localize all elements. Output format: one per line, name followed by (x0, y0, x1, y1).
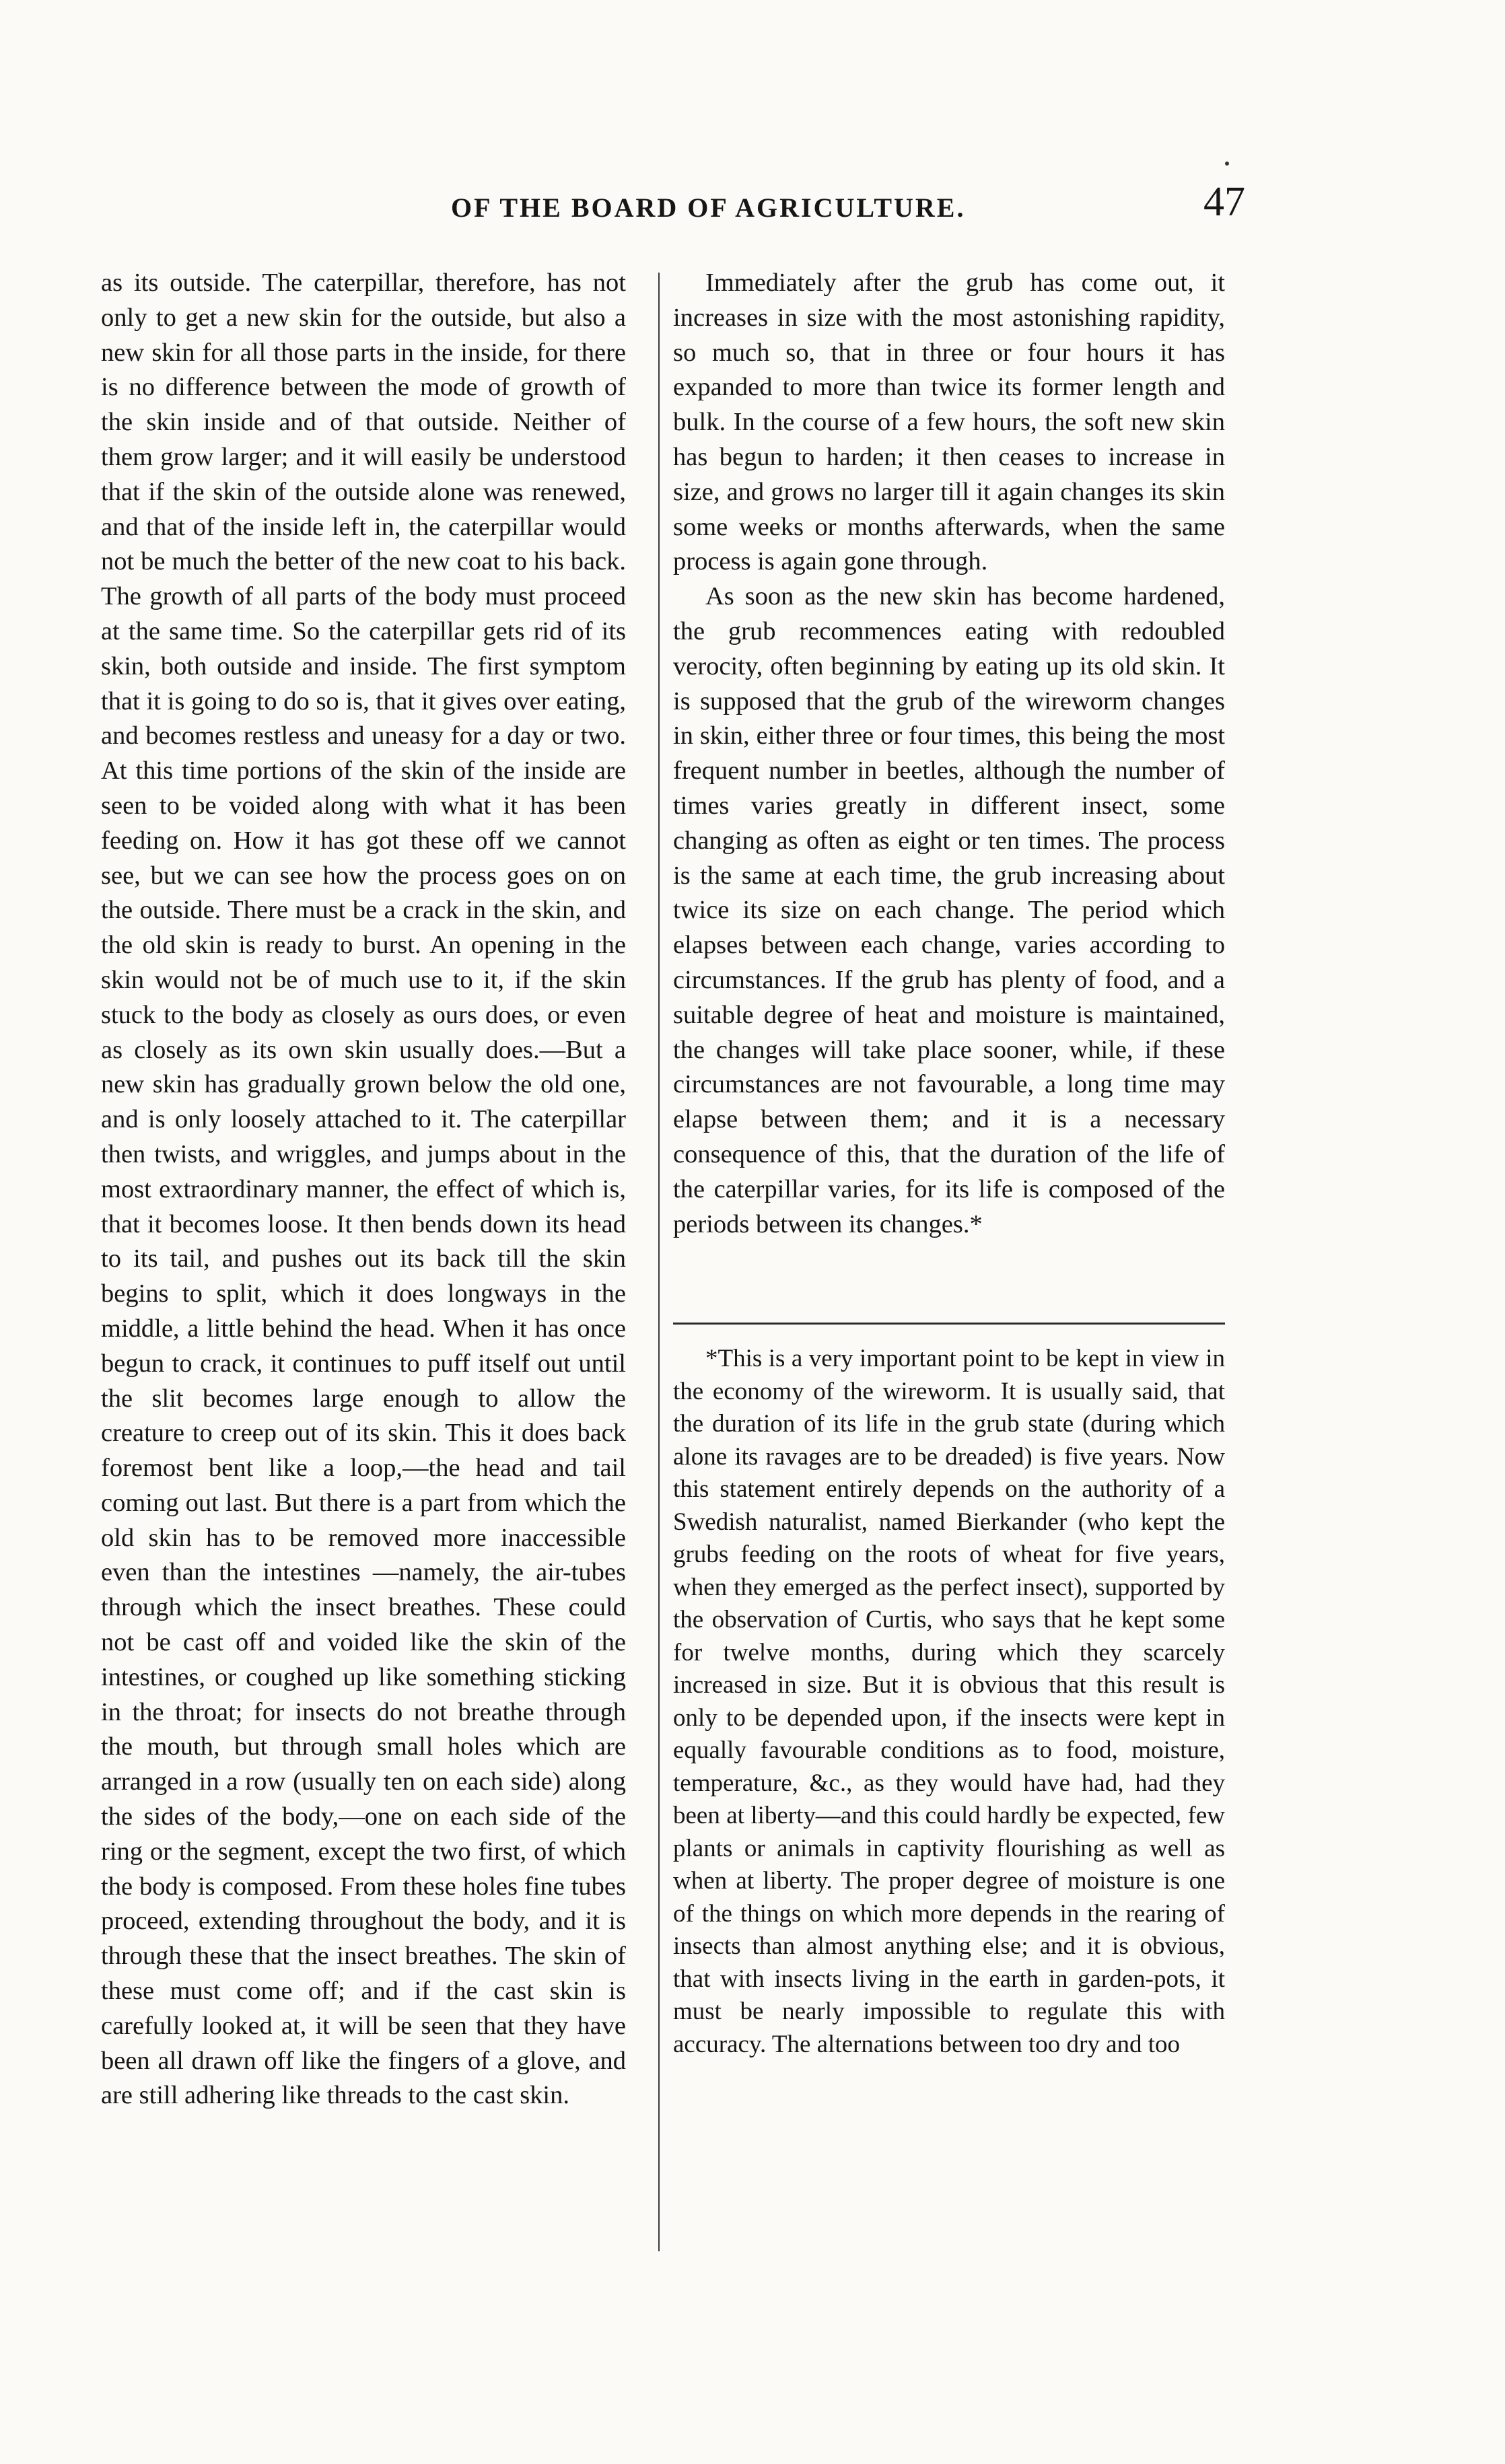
page-header (101, 178, 1245, 225)
right-column (673, 266, 1225, 1242)
page-number: 47 (1203, 179, 1245, 225)
right-paragraph-2: As soon as the new skin has become hardened, the grub recommences eating with redoubled verocity, often beginning by eating up its old skin. It is supposed that the grub of the wireworm changes in skin, either three or four times, this being the most frequent number in beetles, although the number of times varies greatly in different insect, some changing as often as eight or ten times. The process is the same at each time, the grub increasing about twice its size on each change. The period which elapses between each change, varies according to circumstances. If the grub has plenty of food, and a suitable degree of heat and moisture is maintained, the changes will take place sooner, while, if these circumstances are not favourable, a long time may elapse between them; and it is a necessary consequence of this, that the duration of the life of the caterpillar varies, for its life is composed of the periods between its changes.* (673, 582, 1225, 1238)
running-head: OF THE BOARD OF AGRICULTURE. (451, 192, 966, 223)
ink-speck (1225, 162, 1229, 166)
right-paragraph-1: Immediately after the grub has come out, it increases in size with the most astonishing rapidity, so much so, that in three or four hours it has expanded to more than twice its former length and bulk. In the course of a few hours, the soft new skin has begun to harden; it then ceases to increase in size, and grows no larger till it again changes its skin some weeks or months afterwards, when the same process is again gone through. (673, 269, 1225, 576)
footnote (673, 1343, 1225, 2061)
footnote-text: *This is a very important point to be kept in view in the economy of the wireworm. It is usually said, that the duration of its life in the grub state (during which alone its ravages are to be dreaded) is five years. Now this statement entirely depends on the authority of a Swedish naturalist, named Bierkander (who kept the grubs feeding on the roots of wheat for five years, when they emerged as the perfect insect), supported by the observation of Curtis, who says that he kept some for twelve months, during which they scarcely increased in size. But it is obvious that this result is only to be depended upon, if the insects were kept in equally favourable conditions as to food, moisture, temperature, &c., as they would have had, had they been at liberty—and this could hardly be expected, few plants or animals in captivity flourishing as well as when at liberty. The proper degree of moisture is one of the things on which more depends in the rearing of insects than almost anything else; and it is obvious, that with insects living in the earth in garden-pots, it must be nearly impossible to regulate this with accuracy. The alternations between too dry and too (673, 1345, 1225, 2058)
column-divider (658, 273, 660, 2251)
left-paragraph-1: as its outside. The caterpillar, therefore, has not only to get a new skin for the outside, but also a new skin for all those parts in the inside, for there is no difference between the mode of growth of the skin inside and of that outside. Neither of them grow larger; and it will easily be understood that if the skin of the outside alone was renewed, and that of the inside left in, the caterpillar would not be much the better of the new coat to his back. The growth of all parts of the body must proceed at the same time. So the caterpillar gets rid of its skin, both outside and inside. The first symptom that it is going to do so is, that it gives over eating, and becomes restless and uneasy for a day or two. At this time portions of the skin of the inside are seen to be voided along with what it has been feeding on. How it has got these off we cannot see, but we can see how the process goes on on the outside. There must be a crack in the skin, and the old skin is ready to burst. An opening in the skin would not be of much use to it, if the skin stuck to the body as closely as ours does, or even as closely as its own skin usually does.—But a new skin has gradually grown below the old one, and is only loosely attached to it. The caterpillar then twists, and wriggles, and jumps about in the most extraordinary manner, the effect of which is, that it becomes loose. It then bends down its head to its tail, and pushes out its back till the skin begins to split, which it does longways in the middle, a little behind the head. When it has once begun to crack, it continues to puff itself out until the slit becomes large enough to allow the creature to creep out of its skin. This it does back foremost bent like a loop,—the head and tail coming out last. But there is a part from which the old skin has to be removed more inaccessible even than the intestines —namely, the air-tubes through which the insect breathes. These could not be cast off and voided like the skin of the intestines, or coughed up like something sticking in the throat; for insects do not breathe through the mouth, but through small holes which are arranged in a row (usually ten on each side) along the sides of the body,—one on each side of the ring or the segment, except the two first, of which the body is composed. From these holes fine tubes proceed, extending throughout the body, and it is through these that the insect breathes. The skin of these must come off; and if the cast skin is carefully looked at, it will be seen that they have been all drawn off like the fingers of a glove, and are still adhering like threads to the cast skin. (101, 269, 626, 2110)
footnote-rule (673, 1323, 1225, 1325)
left-column (101, 266, 626, 2285)
